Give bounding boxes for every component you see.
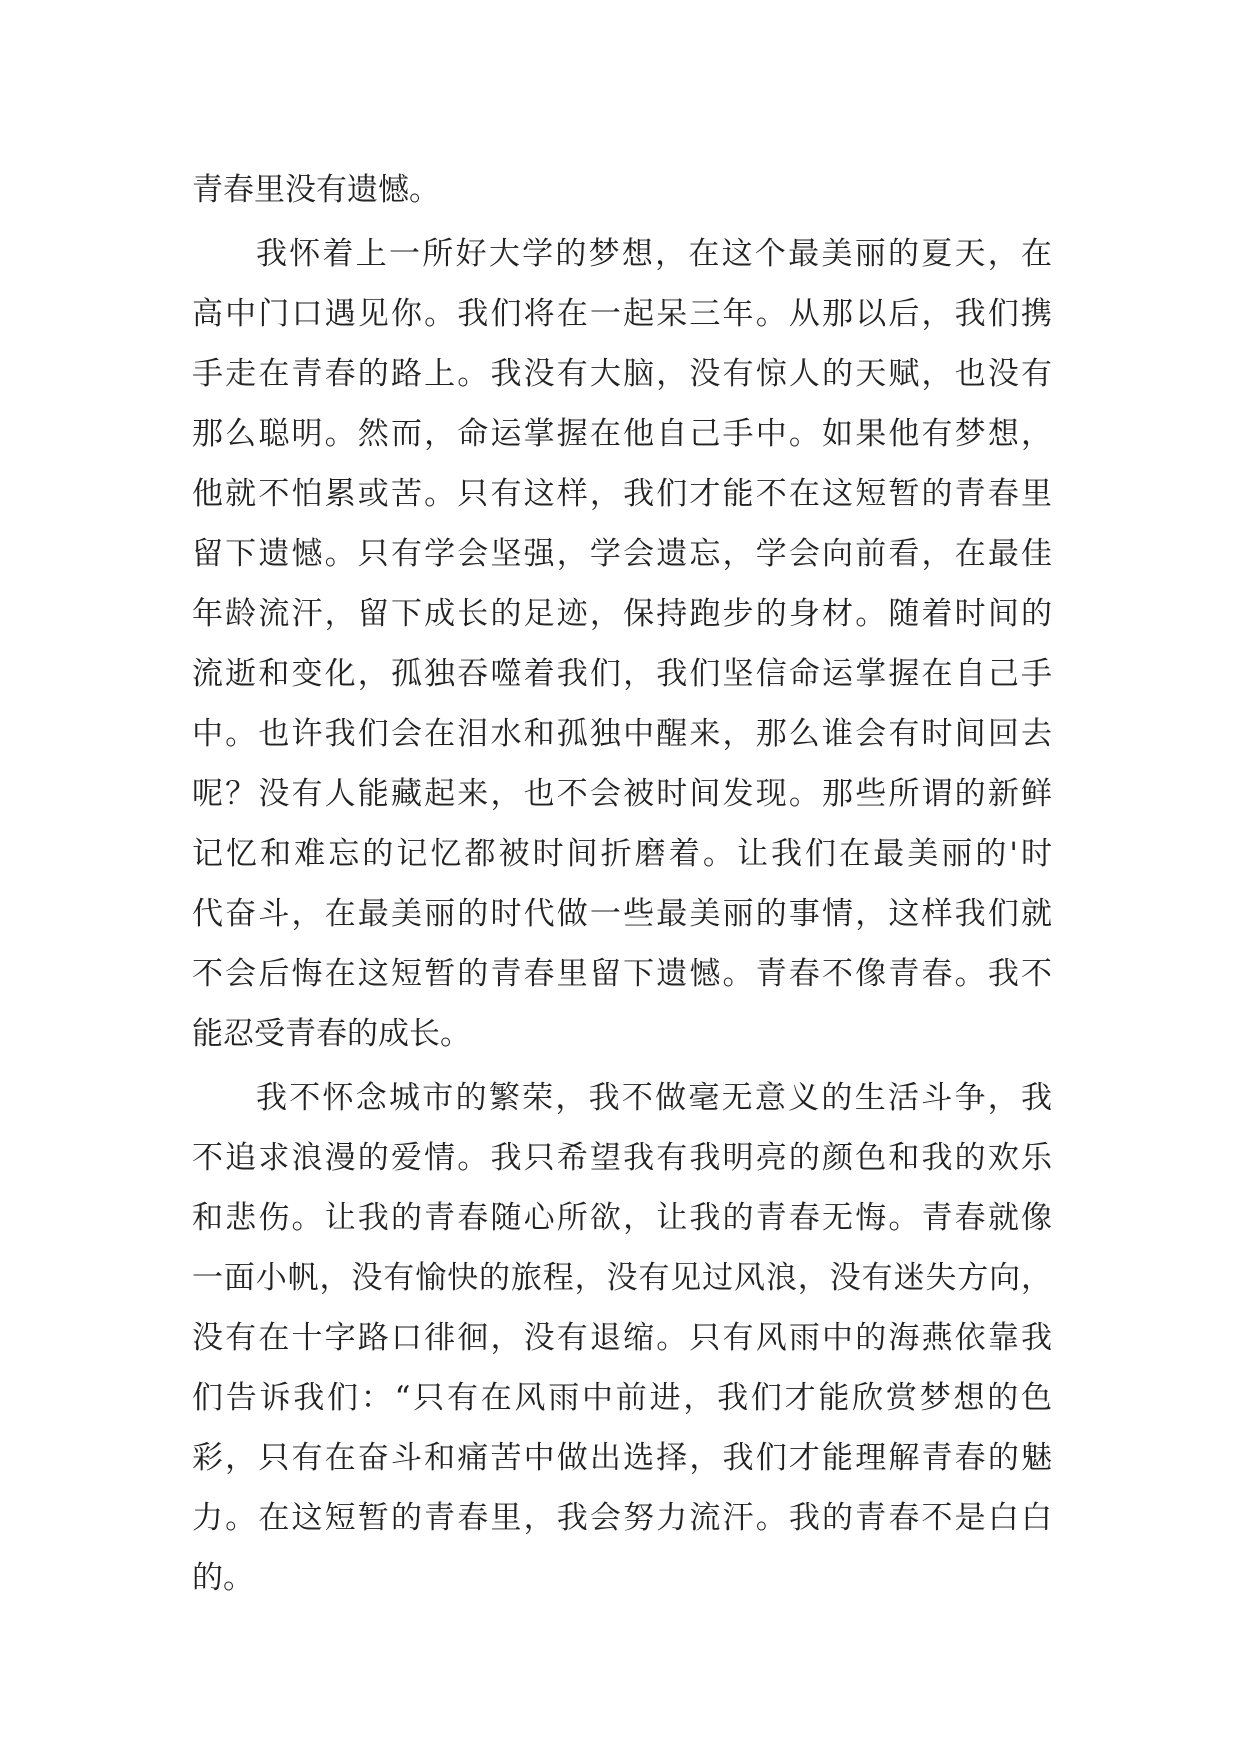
paragraph-1 <box>192 160 1052 220</box>
text-line: 不会后悔在这短暂的青春里留下遗憾。青春不像青春。我不 <box>192 956 1052 992</box>
text-line: 那么聪明。然而，命运掌握在他自己手中。如果他有梦想， <box>192 416 1052 452</box>
text-line: 他就不怕累或苦。只有这样，我们才能不在这短暂的青春里 <box>192 476 1052 512</box>
text-line: 彩，只有在奋斗和痛苦中做出选择，我们才能理解青春的魅 <box>192 1440 1052 1476</box>
text-line: 手走在青春的路上。我没有大脑，没有惊人的天赋，也没有 <box>192 356 1052 392</box>
text-line: 们告诉我们：“只有在风雨中前进，我们才能欣赏梦想的色 <box>192 1380 1052 1416</box>
text-line: 高中门口遇见你。我们将在一起呆三年。从那以后，我们携 <box>192 296 1052 332</box>
text-line: 能忍受青春的成长。 <box>192 1016 471 1052</box>
text-line: 中。也许我们会在泪水和孤独中醒来，那么谁会有时间回去 <box>192 716 1052 752</box>
text-line: 我怀着上一所好大学的梦想，在这个最美丽的夏天，在 <box>256 236 1052 272</box>
paragraph-2 <box>192 224 1052 1064</box>
text-line: 和悲伤。让我的青春随心所欲，让我的青春无悔。青春就像 <box>192 1200 1052 1236</box>
text-line: 流逝和变化，孤独吞噬着我们，我们坚信命运掌握在自己手 <box>192 656 1052 692</box>
text-line: 没有在十字路口徘徊，没有退缩。只有风雨中的海燕依靠我 <box>192 1320 1052 1356</box>
text-line: 青春里没有遗憾。 <box>192 172 440 208</box>
text-line: 呢？没有人能藏起来，也不会被时间发现。那些所谓的新鲜 <box>192 776 1052 812</box>
text-line: 年龄流汗，留下成长的足迹，保持跑步的身材。随着时间的 <box>192 596 1052 632</box>
text-line: 记忆和难忘的记忆都被时间折磨着。让我们在最美丽的'时 <box>192 836 1052 872</box>
text-line: 留下遗憾。只有学会坚强，学会遗忘，学会向前看，在最佳 <box>192 536 1052 572</box>
document-body <box>192 160 1052 1608</box>
text-line: 我不怀念城市的繁荣，我不做毫无意义的生活斗争，我 <box>256 1080 1052 1116</box>
text-line: 一面小帆，没有愉快的旅程，没有见过风浪，没有迷失方向， <box>192 1260 1052 1296</box>
text-line: 代奋斗，在最美丽的时代做一些最美丽的事情，这样我们就 <box>192 896 1052 932</box>
text-line: 不追求浪漫的爱情。我只希望我有我明亮的颜色和我的欢乐 <box>192 1140 1052 1176</box>
text-line: 的。 <box>192 1560 254 1596</box>
paragraph-3 <box>192 1068 1052 1608</box>
text-line: 力。在这短暂的青春里，我会努力流汗。我的青春不是白白 <box>192 1500 1052 1536</box>
